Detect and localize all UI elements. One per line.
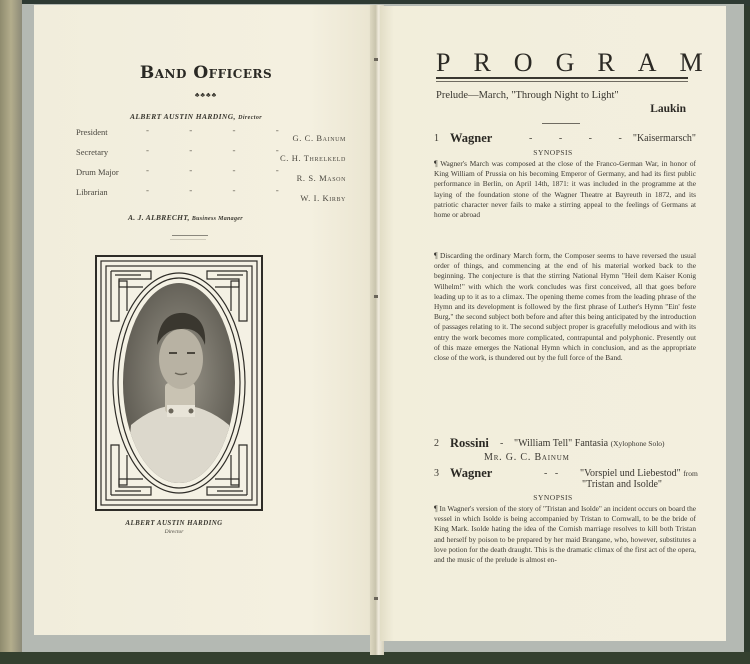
item-dashes: - - - - — [529, 133, 634, 144]
synopsis-paragraph — [434, 251, 696, 363]
item-work-title: "Vorspiel und Liebestod" — [580, 468, 681, 479]
officer-row — [76, 147, 346, 161]
right-page — [380, 6, 726, 641]
officer-office: Drum Major — [76, 167, 119, 177]
leader-dots: - - - - — [146, 125, 298, 135]
divider — [170, 239, 206, 240]
item-work — [580, 468, 698, 479]
item-dashes: - — [500, 438, 504, 449]
director-role: Director — [238, 115, 262, 121]
pilcrow: ¶ — [434, 504, 438, 513]
program-item-1 — [434, 131, 696, 147]
program-title: PROGRAM — [436, 48, 726, 77]
item-work — [514, 438, 665, 449]
binding-stitch — [374, 58, 378, 61]
title-rule — [436, 77, 688, 79]
item-composer: Wagner — [450, 131, 493, 145]
program-item-3 — [434, 466, 696, 494]
director-name: ALBERT AUSTIN HARDING, — [130, 112, 236, 121]
officer-office: Secretary — [76, 147, 109, 157]
officer-row — [76, 167, 346, 181]
item-number: 3 — [434, 468, 439, 479]
pilcrow: ¶ — [434, 251, 438, 260]
item-dashes: - - — [544, 468, 559, 479]
ornament: ♣♣♣♣ — [194, 91, 218, 99]
item-work-title: "William Tell" Fantasia — [514, 438, 609, 449]
pilcrow: ¶ — [434, 159, 438, 168]
paragraph-text: Wagner's March was composed at the close of the Franco-German War, in honor of King William of Prussia on his becoming Emperor of Germany, and had its first public performance in Berlin, on April 14th, 1871: it was included in the programme at the laying of the foundation stone of the Wagner Theatre at Bayreuth in 1872, and its patriotic character never fails to make a stirring appeal to the feelings of Germans at home or abroad — [434, 159, 696, 220]
officer-name: C. H. Threlkeld — [279, 153, 346, 163]
divider — [172, 235, 208, 236]
officer-office: Librarian — [76, 187, 108, 197]
item-composer: Rossini — [450, 436, 489, 450]
officer-name: R. S. Mason — [296, 173, 346, 183]
book-spine-edge — [0, 0, 22, 664]
item-number: 1 — [434, 133, 439, 144]
officer-name: G. C. Bainum — [292, 133, 346, 143]
manager-name: A. J. ALBRECHT, — [128, 213, 190, 222]
portrait-caption-name: ALBERT AUSTIN HARDING — [125, 519, 223, 527]
paragraph-text: In Wagner's version of the story of "Tristan and Isolde" an incident occurs on board the vessel in which Isolde is being accompanied by Tristan to Cornwall, to be the bride of King Mark. Isolde hating the idea of the Cornish marriage resolves to kill both Tristan and herself by poison to be prepared by her maid Brangane, who, however, substitutes a love potion for the death draught. This is the dramatic climax of the first act of the opera, and the music of the prelude is almost en- — [434, 504, 696, 565]
item-composer: Wagner — [450, 466, 493, 480]
leader-dots: - - - - — [146, 185, 298, 195]
program-item-2 — [434, 436, 696, 452]
portrait-caption-role: Director — [164, 529, 184, 535]
business-manager-line — [128, 213, 243, 222]
prelude-title: Prelude—March, "Through Night to Light" — [436, 90, 619, 101]
officer-office: President — [76, 127, 108, 137]
binding-stitch — [374, 597, 378, 600]
synopsis-paragraph — [434, 159, 696, 220]
item-work-line2: "Tristan and Isolde" — [582, 479, 663, 490]
director-line — [130, 112, 262, 121]
prelude-composer: Laukin — [650, 103, 686, 115]
director-portrait — [95, 255, 263, 511]
binding-stitch — [374, 295, 378, 298]
band-officers-heading: Band Officers — [139, 63, 273, 83]
left-page — [34, 5, 378, 635]
officer-row — [76, 187, 346, 201]
item-work: "Kaisermarsch" — [632, 133, 696, 144]
officer-name: W. I. Kirby — [300, 193, 346, 203]
synopsis-paragraph — [434, 504, 696, 565]
manager-role: Business Manager — [191, 216, 243, 222]
synopsis-label: SYNOPSIS — [533, 493, 573, 502]
item-note: (Xylophone Solo) — [610, 439, 665, 448]
leader-dots: - - - - — [146, 145, 298, 155]
item-performer: Mr. G. C. Bainum — [484, 452, 570, 463]
synopsis-label: SYNOPSIS — [533, 148, 573, 157]
item-number: 2 — [434, 438, 439, 449]
paragraph-text: Discarding the ordinary March form, the Composer seems to have reversed the usual order of things, and commencing at the end of his material worked back to the beginning. The conjecture is that the stirring National Hymn "Heil dem Kaiser Konig Wilhelm!" with which the work concludes was first conceived, all that goes before leading up to it as to a climax. The opening theme comes from the leading phrase of the Hymn and its development is followed by the first phrase of Luther's Hymn "Ein' feste Burg," the second subject both before and after this being anticipated by the introduction of passages relating to it. The second subject proper is gracefully melodious and with its entry the work becomes more complicated, contrapuntal and polyphonic. Presently out of this maze emerges the National Hymn which in conclusion, and as the appropriate close of the work, is thundered out by the full force of the Band. — [434, 251, 696, 363]
leader-dots: - - - - — [146, 165, 298, 175]
officer-row — [76, 127, 346, 141]
title-rule — [436, 81, 688, 82]
divider — [542, 123, 580, 124]
item-note: from — [683, 469, 698, 478]
